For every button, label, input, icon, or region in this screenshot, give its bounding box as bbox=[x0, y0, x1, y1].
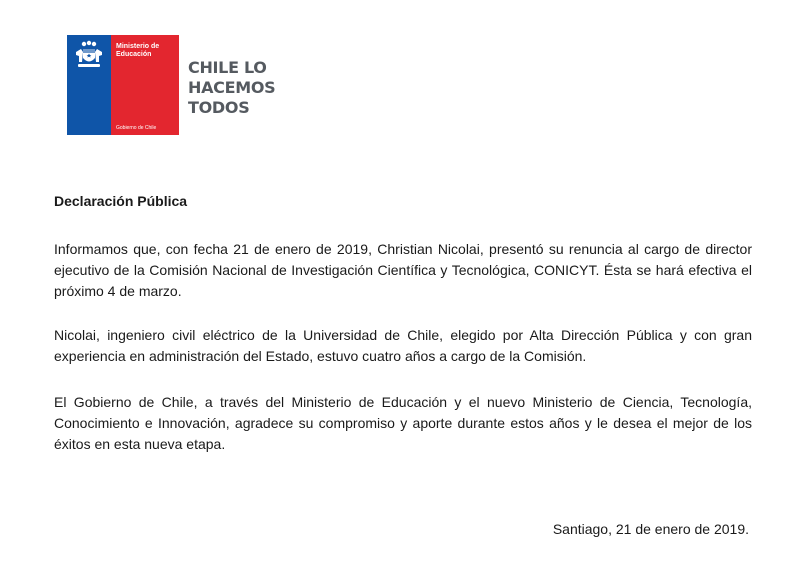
paragraph-3: El Gobierno de Chile, a través del Ministerio de Educación y el nuevo Ministerio de Ciencia, Tecnología, Conocimiento e Innovación, agradece su compromiso y aporte durante estos años y le desea el mejor de los éxitos en esta nueva etapa. bbox=[54, 394, 752, 452]
logo-red-panel bbox=[111, 35, 179, 135]
chilean-coat-of-arms-icon bbox=[73, 40, 105, 70]
signoff-date: Santiago, 21 de enero de 2019. bbox=[552, 521, 749, 537]
slogan bbox=[188, 58, 275, 118]
slogan-line3: TODOS bbox=[188, 98, 250, 117]
logo-blue-panel bbox=[67, 35, 111, 135]
ministry-name-line2: Educación bbox=[116, 51, 152, 58]
document-title: Declaración Pública bbox=[54, 193, 188, 209]
slogan-line2: HACEMOS bbox=[188, 78, 276, 97]
ministry-name bbox=[116, 43, 159, 59]
gobierno-de-chile-label: Gobierno de Chile bbox=[116, 125, 157, 131]
ministry-name-line1: Ministerio de bbox=[116, 43, 160, 50]
paragraph-1: Informamos que, con fecha 21 de enero de 2019, Christian Nicolai, presentó su renuncia al cargo de director ejecutivo de la Comisión Nacional de Investigación Científica y Tecnológica, CONICYT. Ésta se hará efectiva el próximo 4 de marzo. bbox=[54, 241, 752, 299]
ministry-logo bbox=[67, 35, 179, 135]
paragraph-2: Nicolai, ingeniero civil eléctrico de la Universidad de Chile, elegido por Alta Dirección Pública y con gran experiencia en administración del Estado, estuvo cuatro años a cargo de la Comisión. bbox=[54, 327, 752, 364]
slogan-line1: CHILE LO bbox=[188, 58, 267, 77]
